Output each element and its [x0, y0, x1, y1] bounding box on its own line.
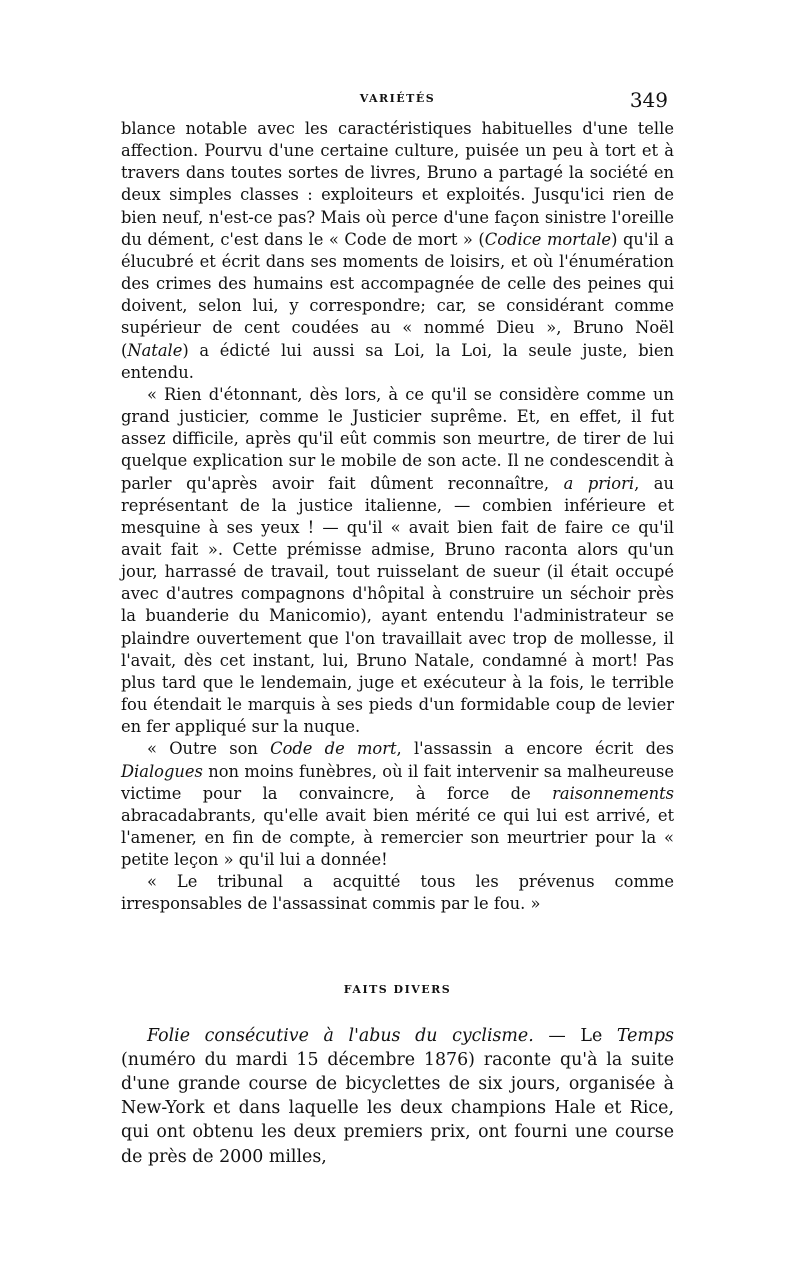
paragraph-3-italic-1: Code de mort	[270, 739, 397, 759]
paragraph-1-text-2: ) qu'il a élucubré et écrit dans ses moments de loisirs, et où l'énumération des crimes des humains est accompagnée de celle des peines qui doivent, selon lui, y correspondre; car, se considérant comme supérieur de cent coudées au « nommé Dieu », Bruno Noël (	[121, 229, 674, 360]
page	[121, 88, 674, 1169]
paragraph-1	[121, 118, 674, 384]
faits-divers-text-2: (numéro du mardi 15 décembre 1876) raconte qu'à la suite d'une grande course de bicyclettes de six jours, organisée à New-York et dans laquelle les deux champions Hale et Rice, qui ont obtenu les deux premiers prix, ont fourni une course de près de 2000 milles,	[121, 1049, 674, 1167]
article-body	[121, 118, 674, 916]
paragraph-2-italic-1: a priori	[563, 473, 635, 493]
paragraph-2-text-1: « Rien d'étonnant, dès lors, à ce qu'il se considère comme un grand justicier, comme le Justicier suprême. Et, en effet, il fut assez difficile, après qu'il eût commis son meurtre, de tirer de lui quelque explication sur le mobile de son acte. Il ne condescendit à parler qu'après avoir fait dûment reconnaître,	[121, 384, 674, 493]
paragraph-3-text-1: « Outre son	[147, 739, 271, 759]
paragraph-4-text-1: « Le tribunal a acquitté tous les prévenus comme irresponsables de l'assassinat commis par le fou. »	[121, 872, 674, 914]
paragraph-1-text-3: ) a édicté lui aussi sa Loi, la Loi, la seule juste, bien entendu.	[121, 340, 674, 382]
faits-divers-text-1: — Le	[533, 1025, 617, 1046]
page-number: 349	[629, 88, 668, 112]
running-head-title: VARIÉTÉS	[359, 92, 436, 105]
faits-divers-italic-title: Folie consécutive à l'abus du cyclisme.	[147, 1025, 534, 1046]
paragraph-3	[121, 738, 674, 871]
faits-divers-paragraph	[121, 1024, 674, 1169]
paragraph-3-text-2: , l'assassin a encore écrit des	[396, 739, 674, 759]
section-heading: FAITS DIVERS	[343, 982, 452, 996]
paragraph-3-italic-3: raisonnements	[552, 783, 674, 803]
faits-divers-italic-temps: Temps	[616, 1025, 674, 1046]
paragraph-1-italic-2: Natale	[127, 340, 183, 360]
paragraph-2-text-2: , au représentant de la justice italienne, — combien inférieure et mesquine à ses yeux ! — qu'il « avait bien fait de faire ce qu'il avait fait ». Cette prémisse admise, Bruno raconta alors qu'un jour, harrassé de travail, tout ruisselant de sueur (il était occupé avec d'autres compagnons d'hôpital à construire un séchoir près la buanderie du Manicomio), ayant entendu l'administrateur se plaindre ouvertement que l'on travaillait avec trop de mollesse, il l'avait, dès cet instant, lui, Bruno Natale, condamné à mort! Pas plus tard que le lendemain, juge et exécuteur à la fois, le terrible fou étendait le marquis à ses pieds d'un formidable coup de levier en fer appliqué sur la nuque.	[121, 473, 674, 737]
paragraph-2	[121, 384, 674, 739]
paragraph-3-text-4: abracadabrants, qu'elle avait bien mérité ce qui lui est arrivé, et l'amener, en fin de compte, à remercier son meurtrier pour la « petite leçon » qu'il lui a donnée!	[121, 805, 674, 870]
faits-divers-body	[121, 1024, 674, 1169]
running-head	[121, 88, 674, 118]
paragraph-1-text-1: blance notable avec les caractéristiques habituelles d'une telle affection. Pourvu d'une certaine culture, puisée un peu à tort et à travers dans toutes sortes de livres, Bruno a partagé la société en deux simples classes : exploiteurs et exploités. Jusqu'ici rien de bien neuf, n'est-ce pas? Mais où perce d'une façon sinistre l'oreille du dément, c'est dans le « Code de mort » (	[121, 119, 674, 249]
paragraph-4	[121, 871, 674, 915]
paragraph-3-text-3: non moins funèbres, où il fait intervenir sa malheureuse victime pour la convaincre, à force de	[121, 761, 674, 803]
paragraph-3-italic-2: Dialogues	[121, 761, 203, 781]
paragraph-1-italic-1: Codice mortale	[484, 229, 612, 249]
